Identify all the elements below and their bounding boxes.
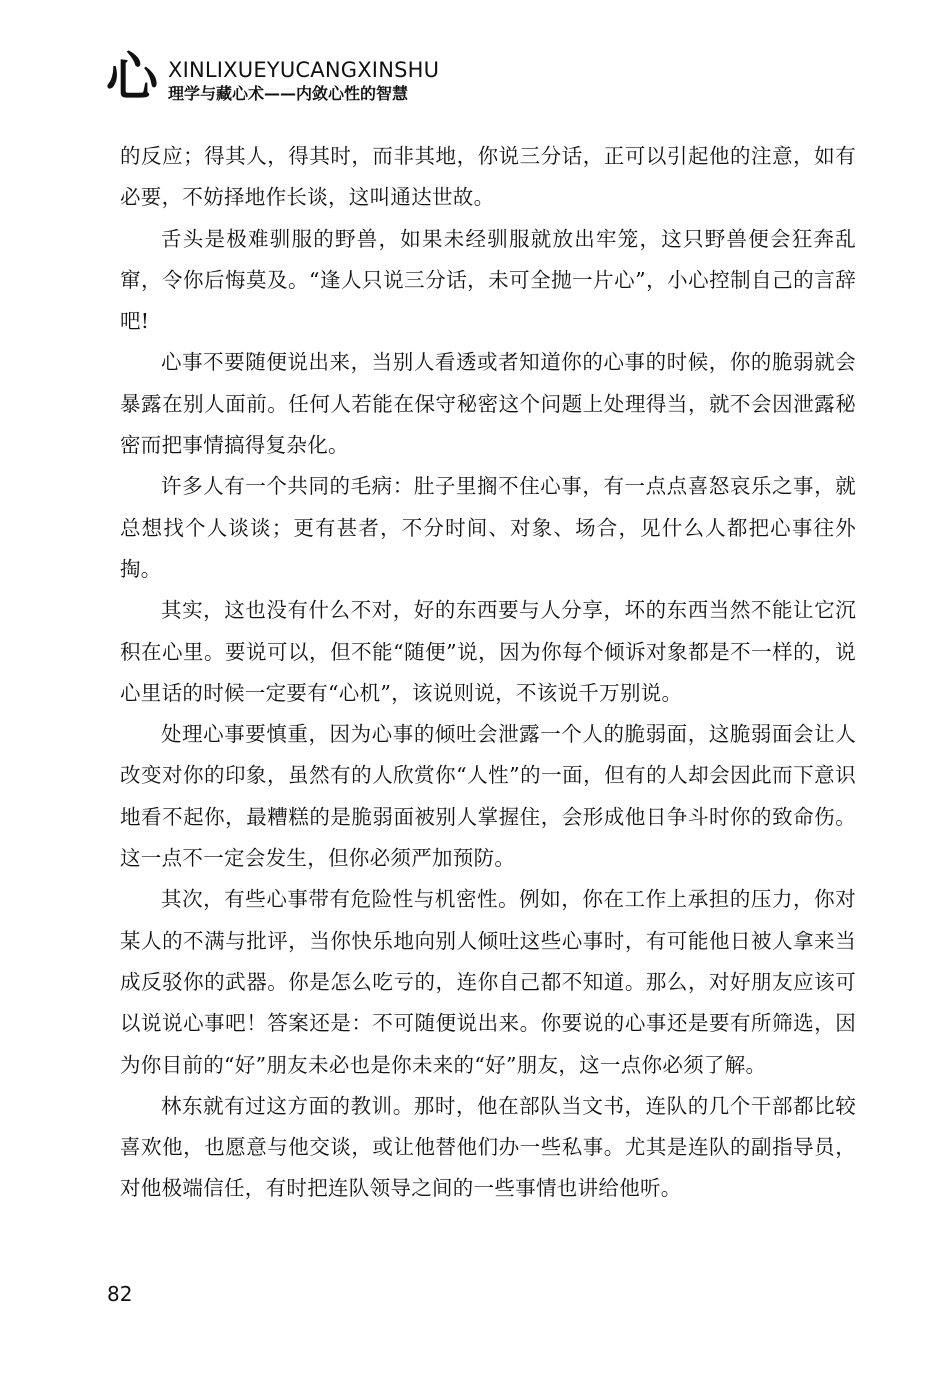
paragraph: 心事不要随便说出来，当别人看透或者知道你的心事的时候，你的脆弱就会暴露在别人面前。任何人若能在保守秘密这个问题上处理得当，就不会因泄露秘密而把事情搞得复杂化。: [120, 350, 856, 458]
body-text: [120, 136, 856, 1210]
paragraph: 舌头是极难驯服的野兽，如果未经驯服就放出牢笼，这只野兽便会狂奔乱窜，令你后悔莫及。“逢人只说三分话，未可全抛一片心”，小心控制自己的言辞吧!: [120, 226, 856, 334]
paragraph: 林东就有过这方面的教训。那时，他在部队当文书，连队的几个干部都比较喜欢他，也愿意与他交谈，或让他替他们办一些私事。尤其是连队的副指导员，对他极端信任，有时把连队领导之间的一些事情也讲给他听。: [120, 1093, 856, 1201]
header-pinyin: XINLIXUEYUCANGXINSHU: [168, 58, 440, 82]
paragraph: 处理心事要慎重，因为心事的倾吐会泄露一个人的脆弱面，这脆弱面会让人改变对你的印象，虽然有的人欣赏你“人性”的一面，但有的人却会因此而下意识地看不起你，最糟糕的是脆弱面被别人掌握住，会形成他日争斗时你的致命伤。这一点不一定会发生，但你必须严加预防。: [120, 722, 856, 871]
page-number: 82: [107, 1282, 133, 1306]
header-subtitle: 理学与藏心术——内敛心性的智慧: [168, 84, 409, 103]
paragraph: 其次，有些心事带有危险性与机密性。例如，你在工作上承担的压力，你对某人的不满与批评，当你快乐地向别人倾吐这些心事时，有可能他日被人拿来当成反驳你的武器。你是怎么吃亏的，连你自己都不知道。那么，对好朋友应该可以说说心事吧！答案还是：不可随便说出来。你要说的心事还是要有所筛选，因为你目前的“好”朋友未必也是你未来的“好”朋友，这一点你必须了解。: [120, 887, 856, 1077]
paragraph: 其实，这也没有什么不对，好的东西要与人分享，坏的东西当然不能让它沉积在心里。要说可以，但不能“随便”说，因为你每个倾诉对象都是不一样的，说心里话的时候一定要有“心机”，该说则说，不该说千万别说。: [120, 598, 856, 705]
header-logo-glyph: 心: [106, 48, 159, 108]
running-header: [106, 48, 526, 112]
paragraph: 许多人有一个共同的毛病：肚子里搁不住心事，有一点点喜怒哀乐之事，就总想找个人谈谈；更有甚者，不分时间、对象、场合，见什么人都把心事往外掏。: [120, 474, 856, 581]
paragraph: 的反应；得其人，得其时，而非其地，你说三分话，正可以引起他的注意，如有必要，不妨择地作长谈，这叫通达世故。: [120, 144, 856, 210]
